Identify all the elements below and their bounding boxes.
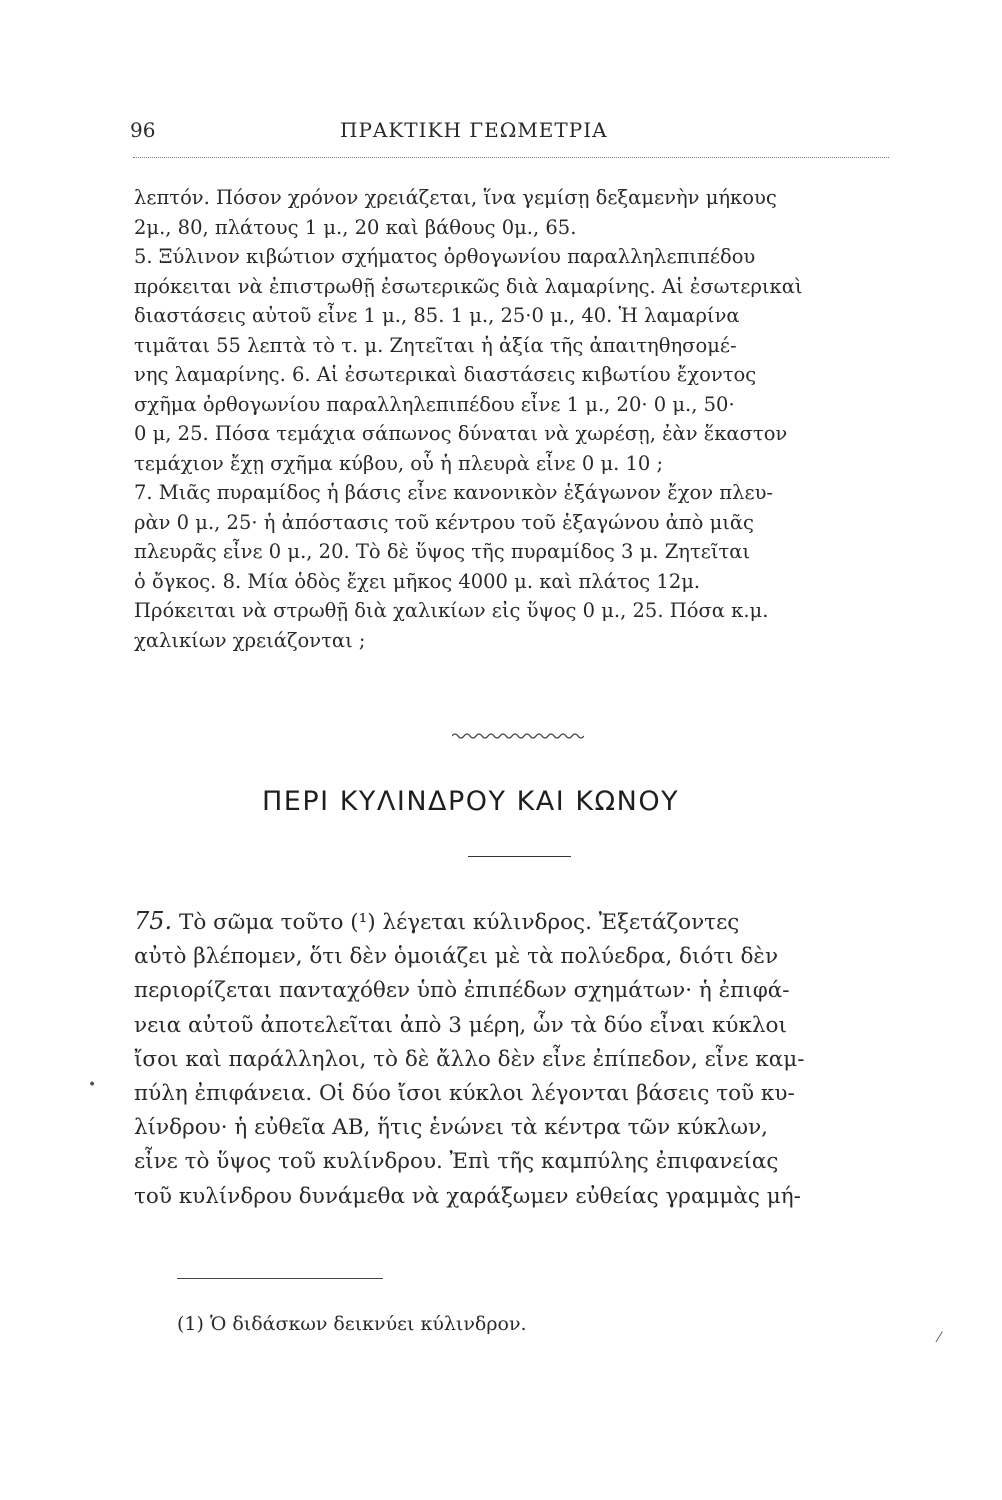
text-line: αὐτὸ βλέπομεν, ὅτι δὲν ὁμοιάζει μὲ τὰ πολύεδρα, διότι δὲν [134,944,779,970]
footnote: (1) Ὁ διδάσκων δεικνύει κύλινδρον. [177,1313,527,1335]
text-line: ὁ ὄγκος. 8. Μία ὁδὸς ἔχει μῆκος 4000 μ. καὶ πλάτος 12μ. [134,569,701,593]
body-paragraph [134,904,904,1214]
text-line: 7. Μιᾶς πυραμίδος ἡ βάσις εἶνε κανονικὸν ἑξάγωνον ἔχον πλευ- [134,481,774,504]
text-line: νεια αὐτοῦ ἀποτελεῖται ἀπὸ 3 μέρη, ὧν τὰ δύο εἶναι κύκλοι [134,1012,787,1038]
heading-rule [468,856,571,857]
text-line: 0 μ, 25. Πόσα τεμάχια σάπωνος δύναται νὰ χωρέσῃ, ἐὰν ἕκαστον [134,422,788,445]
print-speck: • [88,1077,97,1093]
exercises-block [134,183,894,655]
text-line: 2μ., 80, πλάτους 1 μ., 20 καὶ βάθους 0μ., 65. [134,215,577,239]
text-line: τεμάχιον ἔχῃ σχῆμα κύβου, οὗ ἡ πλευρὰ εἶνε 0 μ. 10 ; [134,451,664,475]
text-line: ἴσοι καὶ παράλληλοι, τὸ δὲ ἄλλο δὲν εἶνε ἐπίπεδον, εἶνε καμ- [134,1046,805,1072]
text-line: πύλη ἐπιφάνεια. Οἱ δύο ἴσοι κύκλοι λέγονται βάσεις τοῦ κυ- [134,1081,795,1107]
section-heading: ΠΕΡΙ ΚΥΛΙΝΔΡΟΥ ΚΑΙ ΚΩΝΟΥ [262,786,680,817]
wavy-divider [452,731,584,741]
text-line: ρὰν 0 μ., 25· ἡ ἀπόστασις τοῦ κέντρου τοῦ ἑξαγώνου ἀπὸ μιᾶς [134,510,754,534]
text-line: χαλικίων χρειάζονται ; [134,628,366,652]
text-line: Πρόκειται νὰ στρωθῇ διὰ χαλικίων εἰς ὕψος 0 μ., 25. Πόσα κ.μ. [134,599,769,622]
text-line: πρόκειται νὰ ἐπιστρωθῇ ἐσωτερικῶς διὰ λαμαρίνης. Αἱ ἐσωτερικαὶ [134,274,803,298]
text-line: λίνδρου· ἡ εὐθεῖα ΑΒ, ἥτις ἑνώνει τὰ κέντρα τῶν κύκλων, [134,1115,768,1141]
footnote-rule [177,1278,383,1279]
text-line: νης λαμαρίνης. 6. Αἱ ἐσωτερικαὶ διαστάσεις κιβωτίου ἔχοντος [134,363,757,386]
page-number: 96 [130,118,156,142]
text-line: τοῦ κυλίνδρου δυνάμεθα νὰ χαράξωμεν εὐθείας γραμμὰς μή- [134,1183,801,1209]
running-title: ΠΡΑΚΤΙΚΗ ΓΕΩΜΕΤΡΙΑ [340,118,608,142]
text-line: περιορίζεται πανταχόθεν ὑπὸ ἐπιπέδων σχημάτων· ἡ ἐπιφά- [134,978,790,1004]
header-rule [133,157,889,158]
paragraph-number: 75. [134,907,173,935]
text-line: πλευρᾶς εἶνε 0 μ., 20. Τὸ δὲ ὕψος τῆς πυραμίδος 3 μ. Ζητεῖται [134,540,751,563]
page-header [130,118,890,154]
text-line: 5. Ξύλινον κιβώτιον σχήματος ὀρθογωνίου παραλληλεπιπέδου [134,245,756,268]
text-line: εἶνε τὸ ὕψος τοῦ κυλίνδρου. Ἐπὶ τῆς καμπύλης ἐπιφανείας [134,1149,779,1175]
text-line: διαστάσεις αὐτοῦ εἶνε 1 μ., 85. 1 μ., 25·0 μ., 40. Ἡ λαμαρίνα [134,304,740,327]
text-line: λεπτόν. Πόσον χρόνον χρειάζεται, ἵνα γεμίσῃ δεξαμενὴν μήκους [134,186,777,209]
text-line [134,904,904,940]
text-span: Τὸ σῶμα τοῦτο (¹) λέγεται κύλινδρος. Ἐξετάζοντες [172,910,740,935]
text-line: τιμᾶται 55 λεπτὰ τὸ τ. μ. Ζητεῖται ἡ ἀξία τῆς ἀπαιτηθησομέ- [134,333,737,357]
print-speck: ⁄ [938,1330,941,1346]
text-line: σχῆμα ὀρθογωνίου παραλληλεπιπέδου εἶνε 1 μ., 20· 0 μ., 50· [134,392,735,416]
